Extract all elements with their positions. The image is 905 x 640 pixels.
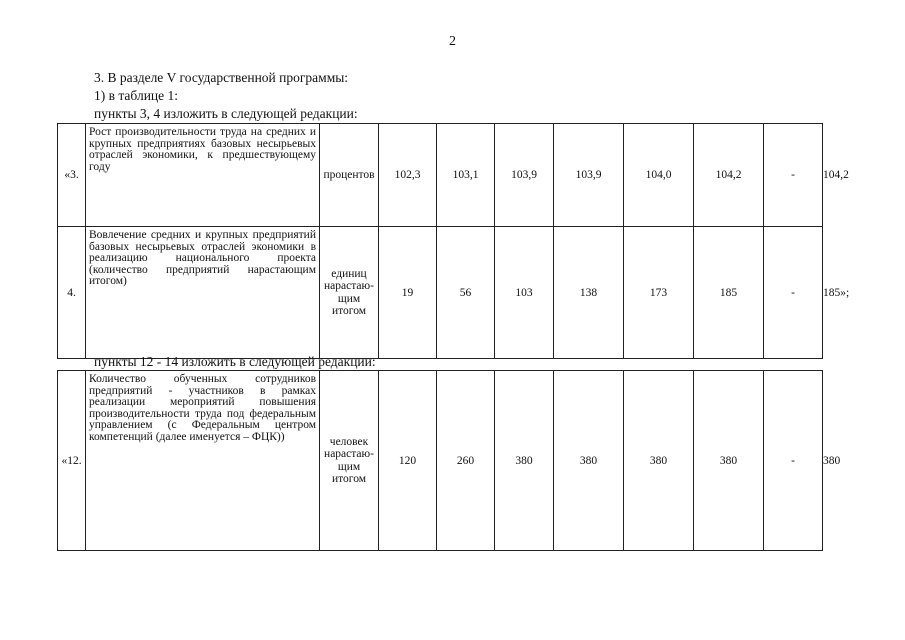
value-cell: 56: [437, 227, 495, 359]
value-cell: 19: [379, 227, 437, 359]
instruction-points-12-14: пункты 12 - 14 изложить в следующей редакции:: [94, 354, 376, 369]
value-cell: 380: [624, 371, 694, 551]
value-cell: 103,1: [437, 124, 495, 227]
value-cell: 185: [694, 227, 764, 359]
value-cell: 103,9: [495, 124, 554, 227]
indicator-description: Рост производительности труда на средних и крупных предприятиях базовых несырьевых отраслей экономики, к предшествующему году: [86, 124, 320, 227]
value-cell: 138: [554, 227, 624, 359]
page-number: 2: [449, 34, 456, 49]
value-cell: 380: [495, 371, 554, 551]
indicator-description: Вовлечение средних и крупных предприятий базовых несырьевых отраслей экономики в реализацию национального проекта (количество предприятий нарастающим итогом): [86, 227, 320, 359]
table-reference: 1) в таблице 1:: [94, 88, 179, 103]
value-cell: 173: [624, 227, 694, 359]
row-number: 4.: [58, 227, 86, 359]
row-number: «12.: [58, 371, 86, 551]
value-cell: 103,9: [554, 124, 624, 227]
indicators-table-1: [57, 123, 850, 359]
row-number: «3.: [58, 124, 86, 227]
value-cell: 103: [495, 227, 554, 359]
indicator-description: Количество обученных сотрудников предприятий - участников в рамках реализации мероприятий повышения производительности труда под федеральным управлением (с Федеральным центром компетенций (далее именуется – ФЦК)): [86, 371, 320, 551]
value-cell: 380: [554, 371, 624, 551]
unit-cell: человек нарастаю-щим итогом: [320, 371, 379, 551]
table-row: 4. Вовлечение средних и крупных предприятий базовых несырьевых отраслей экономики в реализацию национального проекта (количество предприятий нарастающим итогом) единиц нарастаю-щим итогом 19 56 103 138 173 185 - 185»;: [58, 227, 823, 359]
value-cell: 120: [379, 371, 437, 551]
instruction-points-3-4: пункты 3, 4 изложить в следующей редакции:: [94, 106, 358, 121]
table-row: «3. Рост производительности труда на средних и крупных предприятиях базовых несырьевых отраслей экономики, к предшествующему году процентов 102,3 103,1 103,9 103,9 104,0 104,2 - 104,2: [58, 124, 823, 227]
value-cell: 102,3: [379, 124, 437, 227]
indicators-table-2: [57, 370, 841, 551]
value-cell: 104,2: [694, 124, 764, 227]
table-row: «12. Количество обученных сотрудников предприятий - участников в рамках реализации мероприятий повышения производительности труда под федеральным управлением (с Федеральным центром компетенций (далее именуется – ФЦК)) человек нарастаю-щим итогом 120 260 380 380 380 380 - 380: [58, 371, 823, 551]
value-cell: 380: [694, 371, 764, 551]
value-cell: 104,0: [624, 124, 694, 227]
section-heading: 3. В разделе V государственной программы:: [94, 70, 349, 85]
unit-cell: единиц нарастаю-щим итогом: [320, 227, 379, 359]
value-cell: -: [764, 371, 823, 551]
value-cell: 260: [437, 371, 495, 551]
value-cell: -: [764, 124, 823, 227]
value-cell: -: [764, 227, 823, 359]
unit-cell: процентов: [320, 124, 379, 227]
